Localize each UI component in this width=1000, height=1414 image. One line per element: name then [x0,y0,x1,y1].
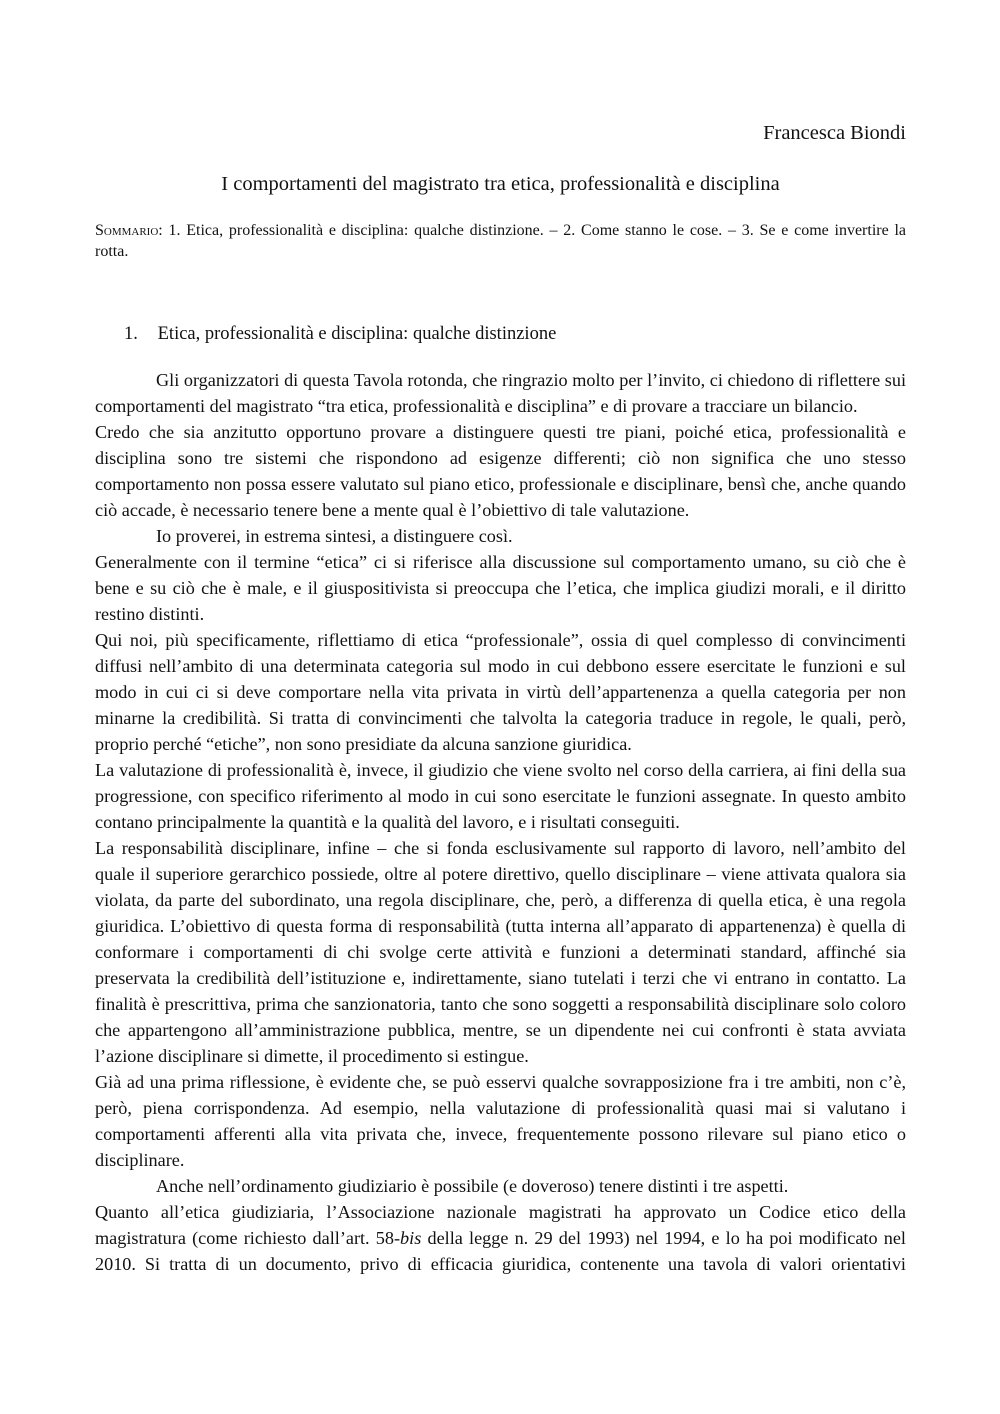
section-number: 1. [124,324,138,344]
paragraph: Quanto all’etica giudiziaria, l’Associazione nazionale magistrati ha approvato un Codice etico della magistratura (come richiesto dall’art. 58-bis della legge n. 29 del 1993) nel 1994, e lo ha poi modificato nel 2010. Si tratta di un documento, privo di efficacia giuridica, contenente una tavola di valori orientativi [95,1202,906,1274]
paragraph: Già ad una prima riflessione, è evidente che, se può esservi qualche sovrapposizione fra i tre ambiti, non c’è, però, piena corrispondenza. Ad esempio, nella valutazione di professionalità quasi mai si valutano i comportamenti afferenti alla vita privata che, invece, frequentemente possono rilevare sul piano etico o disciplinare. [95,1072,906,1170]
paragraph: Io proverei, in estrema sintesi, a distinguere così. [156,526,513,546]
paragraph: Generalmente con il termine “etica” ci si riferisce alla discussione sul comportamento umano, su ciò che è bene e su ciò che è male, e il giuspositivista si preoccupa che l’etica, che implica giudizi morali, e il diritto restino distinti. [95,552,906,624]
paragraph: La valutazione di professionalità è, invece, il giudizio che viene svolto nel corso della carriera, ai fini della sua progressione, con specifico riferimento al modo in cui sono esercitate le funzioni assegnate. In questo ambito contano principalmente la quantità e la qualità del lavoro, e i risultati conseguiti. [95,760,906,832]
paragraph: Qui noi, più specificamente, riflettiamo di etica “professionale”, ossia di quel complesso di convincimenti diffusi nell’ambito di una determinata categoria sul modo in cui debbono essere esercitate le funzioni e sul modo in cui ci si deve comportare nella vita privata in virtù dell’appartenenza a quella categoria per non minarne la credibilità. Si tratta di convincimenti che talvolta la categoria traduce in regole, le quali, però, proprio perché “etiche”, non sono presidiate da alcuna sanzione giuridica. [95,630,906,754]
body-text [95,367,906,1277]
paragraph: La responsabilità disciplinare, infine – che si fonda esclusivamente sul rapporto di lavoro, nell’ambito del quale il superiore gerarchico possiede, oltre al potere direttivo, quello disciplinare – viene attivata qualora sia violata, da parte del subordinato, una regola disciplinare, che, però, a differenza di quella etica, è una regola giuridica. L’obiettivo di questa forma di responsabilità (tutta interna all’apparato di appartenenza) è quella di conformare i comportamenti di chi svolge certe attività e funzioni a determinati standard, affinché sia preservata la credibilità dell’istituzione e, indirettamente, siano tutelati i terzi che vi entrano in contatto. La finalità è prescrittiva, prima che sanzionatoria, tanto che sono soggetti a responsabilità disciplinare solo coloro che appartengono all’amministrazione pubblica, mentre, se un dipendente nei cui confronti è stata avviata l’azione disciplinare si dimette, il procedimento si estingue. [95,838,906,1066]
author-name: Francesca Biondi [763,122,906,144]
summary-label: Sommario: [95,222,163,239]
paragraph: Credo che sia anzitutto opportuno provare a distinguere questi tre piani, poiché etica, professionalità e disciplina sono tre sistemi che rispondono ad esigenze differenti; ciò non significa che uno stesso comportamento non possa essere valutato sul piano etico, professionale e disciplinare, bensì che, anche quando ciò accade, è necessario tenere bene a mente qual è l’obiettivo di tale valutazione. [95,422,906,520]
summary-text: 1. Etica, professionalità e disciplina: qualche distinzione. – 2. Come stanno le cose. – 3. Se e come invertire la rotta. [95,222,906,260]
paragraph: Anche nell’ordinamento giudiziario è possibile (e doveroso) tenere distinti i tre aspetti. [156,1176,789,1196]
paragraph: Gli organizzatori di questa Tavola rotonda, che ringrazio molto per l’invito, ci chiedono di riflettere sui comportamenti del magistrato “tra etica, professionalità e disciplina” e di provare a tracciare un bilancio. [95,370,906,416]
summary [95,220,906,262]
paper-title: I comportamenti del magistrato tra etica, professionalità e disciplina [221,173,780,195]
section-heading [124,320,556,348]
section-title: Etica, professionalità e disciplina: qualche distinzione [157,324,557,344]
